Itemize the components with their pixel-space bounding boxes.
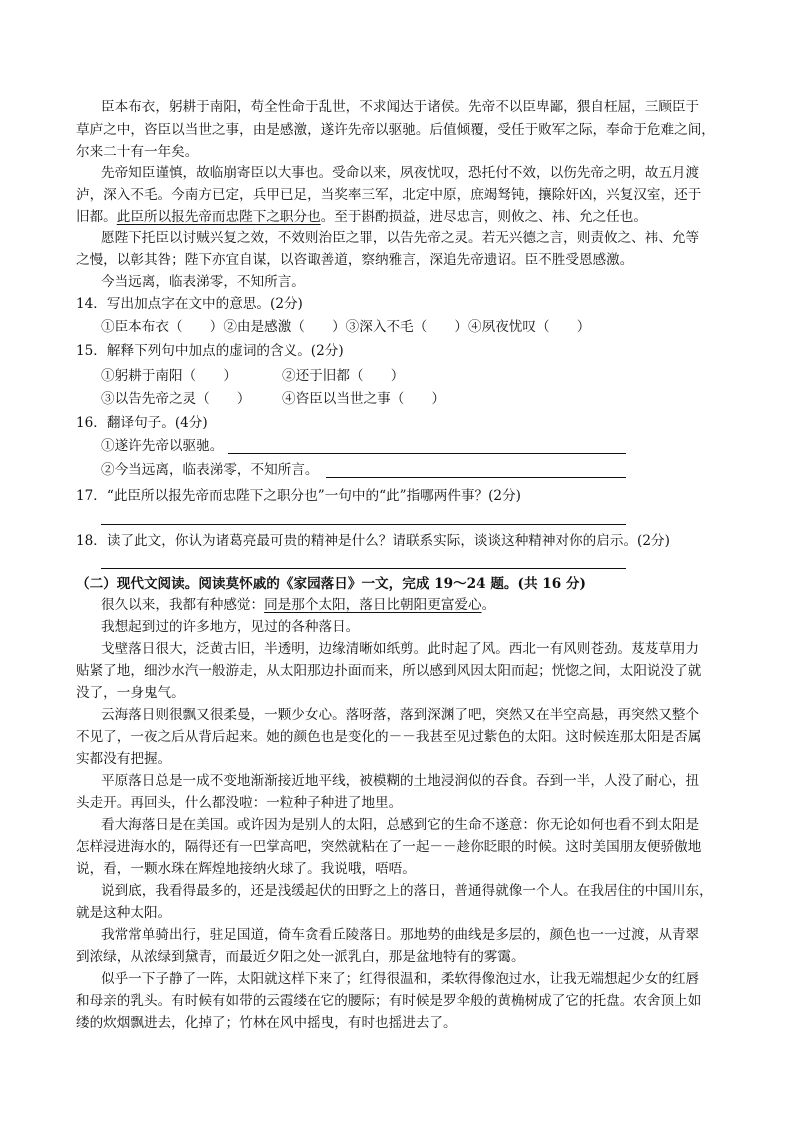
- question-16-sentence-1: ①遂许先帝以驱驰。: [101, 438, 224, 454]
- answer-line-16-1[interactable]: [228, 453, 626, 454]
- classical-p2-post: 。至于斟酌损益，进尽忠言，则攸之、祎、允之任也。: [320, 209, 647, 225]
- modern-p2: 我想起到过的许多地方，见过的各种落日。: [101, 619, 360, 635]
- answer-line-18[interactable]: [101, 568, 626, 569]
- modern-p1-post: 。: [481, 597, 496, 613]
- classical-p2-line3: [76, 207, 647, 227]
- question-15-option-3: ③以告先帝之灵（ ）: [101, 391, 251, 407]
- modern-p6-line2: 怎样浸进海水的，隔得还有一巴掌高吧，突然就粘在了一起－－趁你眨眼的时候。这时美国朋友便骄傲地: [76, 839, 702, 855]
- modern-p8-line1: 我常常单骑出行，驻足国道，倚车贪看丘陵落日。那地势的曲线是多层的，颜色也一一过渡，从青翠: [101, 927, 700, 943]
- question-15-option-4: ④咨臣以当世之事（ ）: [282, 391, 446, 407]
- modern-p3-line1: 戈壁落日很大，泛黄古旧，半透明，边缘清晰如纸剪。此时起了风。西北一有风则苍劲。芨芨草用力: [101, 641, 700, 657]
- modern-p1: [101, 595, 495, 615]
- modern-p9-line2: 和母亲的乳头。有时候有如带的云霞缕在它的腰际；有时候是罗伞般的黄桷树成了它的托盘。农舍顶上如: [76, 993, 702, 1009]
- answer-line-17[interactable]: [101, 524, 626, 525]
- classical-p4: 今当远离，临表涕零，不知所言。: [101, 274, 305, 290]
- modern-underlined-sentence: 同是那个太阳，落日比朝阳更富爱心: [264, 597, 482, 613]
- classical-p3-line1: 愿陛下托臣以讨贼兴复之效，不效则治臣之罪，以告先帝之灵。若无兴德之言，则责攸之、祎、允等: [101, 230, 700, 246]
- classical-p3-line2: 之慢，以彰其咎；陛下亦宜自谋，以咨诹善道，察纳雅言，深追先帝遗诏。臣不胜受恩感激。: [76, 252, 634, 268]
- modern-p3-line2: 贴紧了地，细沙水汽一般游走，从太阳那边扑面而来，所以感到风因太阳而起；恍惚之间，太阳说没了就: [76, 663, 702, 679]
- question-14: 14．写出加点字在文中的意思。(2分): [76, 296, 303, 312]
- question-18: 18．读了此文，你认为诸葛亮最可贵的精神是什么？请联系实际，谈谈这种精神对你的启示。(2分): [76, 533, 670, 549]
- classical-p2-pre: 旧都。: [76, 209, 117, 225]
- modern-p5-line1: 平原落日总是一成不变地渐渐接近地平线，被模糊的土地浸润似的吞食。吞到一半，人没了耐心，扭: [101, 773, 700, 789]
- question-15: 15．解释下列句中加点的虚词的含义。(2分): [76, 343, 344, 359]
- modern-p3-line3: 没了，一身鬼气。: [76, 685, 185, 701]
- question-15-option-1: ①躬耕于南阳（ ）: [101, 368, 237, 384]
- classical-p1-line1: 臣本布衣，躬耕于南阳，苟全性命于乱世，不求闻达于诸侯。先帝不以臣卑鄙，猥自枉屈，三顾臣于: [101, 99, 700, 115]
- modern-p7-line2: 就是这种太阳。: [76, 905, 172, 921]
- modern-p9-line3: 缕的炊烟飘进去，化掉了；竹林在风中摇曳，有时也摇进去了。: [76, 1015, 457, 1031]
- classical-p2-line1: 先帝知臣谨慎，故临崩寄臣以大事也。受命以来，夙夜忧叹，恐托付不效，以伤先帝之明，故五月渡: [101, 165, 700, 181]
- question-16-sentence-2: ②今当远离，临表涕零，不知所言。: [101, 462, 319, 478]
- modern-p9-line1: 似乎一下子静了一阵，太阳就这样下来了；红得很温和，柔软得像泡过水，让我无端想起少女的红唇: [101, 971, 700, 987]
- answer-line-16-2[interactable]: [326, 477, 626, 478]
- classical-underlined-sentence: 此臣所以报先帝而忠陛下之职分也: [116, 209, 321, 225]
- modern-p5-line2: 头走开。再回头，什么都没啦：一粒种子种进了地里。: [76, 795, 403, 811]
- question-15-option-2: ②还于旧都（ ）: [282, 368, 405, 384]
- classical-p1-line3: 尔来二十有一年矣。: [76, 144, 199, 160]
- question-17: 17．“此臣所以报先帝而忠陛下之职分也”一句中的“此”指哪两件事？(2分): [76, 488, 521, 504]
- modern-p4-line2: 不见了，一夜之后从背后起来。她的颜色也是变化的－－我甚至见过紫色的太阳。这时候连那太阳是否属: [76, 729, 702, 745]
- modern-p6-line1: 看大海落日是在美国。或许因为是别人的太阳，总感到它的生命不遂意：你无论如何也看不到太阳是: [101, 817, 700, 833]
- modern-p4-line3: 实都没有把握。: [76, 751, 172, 767]
- section-2-heading: （二）现代文阅读。阅读莫怀戚的《家园落日》一文，完成 19～24 题。(共 16 分): [76, 576, 586, 592]
- question-16: 16．翻译句子。(4分): [76, 415, 208, 431]
- classical-p2-line2: 泸，深入不毛。今南方已定，兵甲已足，当奖率三军，北定中原，庶竭驽钝，攘除奸凶，兴复汉室，还于: [76, 187, 702, 203]
- modern-p8-line2: 到浓绿，从浓绿到黛青，而最近夕阳之处一派乳白，那是盆地特有的雾霭。: [76, 949, 525, 965]
- modern-p1-pre: 很久以来，我都有种感觉：: [101, 597, 265, 613]
- modern-p6-line3: 说，看，一颗水珠在辉煌地接纳火球了。我说哦，唔唔。: [76, 861, 416, 877]
- modern-p4-line1: 云海落日则很飘又很柔曼，一颗少女心。落呀落，落到深渊了吧，突然又在半空高悬，再突然又整个: [101, 707, 700, 723]
- question-14-options: ①臣本布衣（ ）②由是感激（ ）③深入不毛（ ）④夙夜忧叹（ ）: [101, 319, 591, 335]
- modern-p7-line1: 说到底，我看得最多的，还是浅缓起伏的田野之上的落日，普通得就像一个人。在我居住的中国川东，: [101, 883, 713, 899]
- classical-p1-line2: 草庐之中，咨臣以当世之事，由是感激，遂许先帝以驱驰。后值倾覆，受任于败军之际，奉命于危难之间，: [76, 122, 715, 138]
